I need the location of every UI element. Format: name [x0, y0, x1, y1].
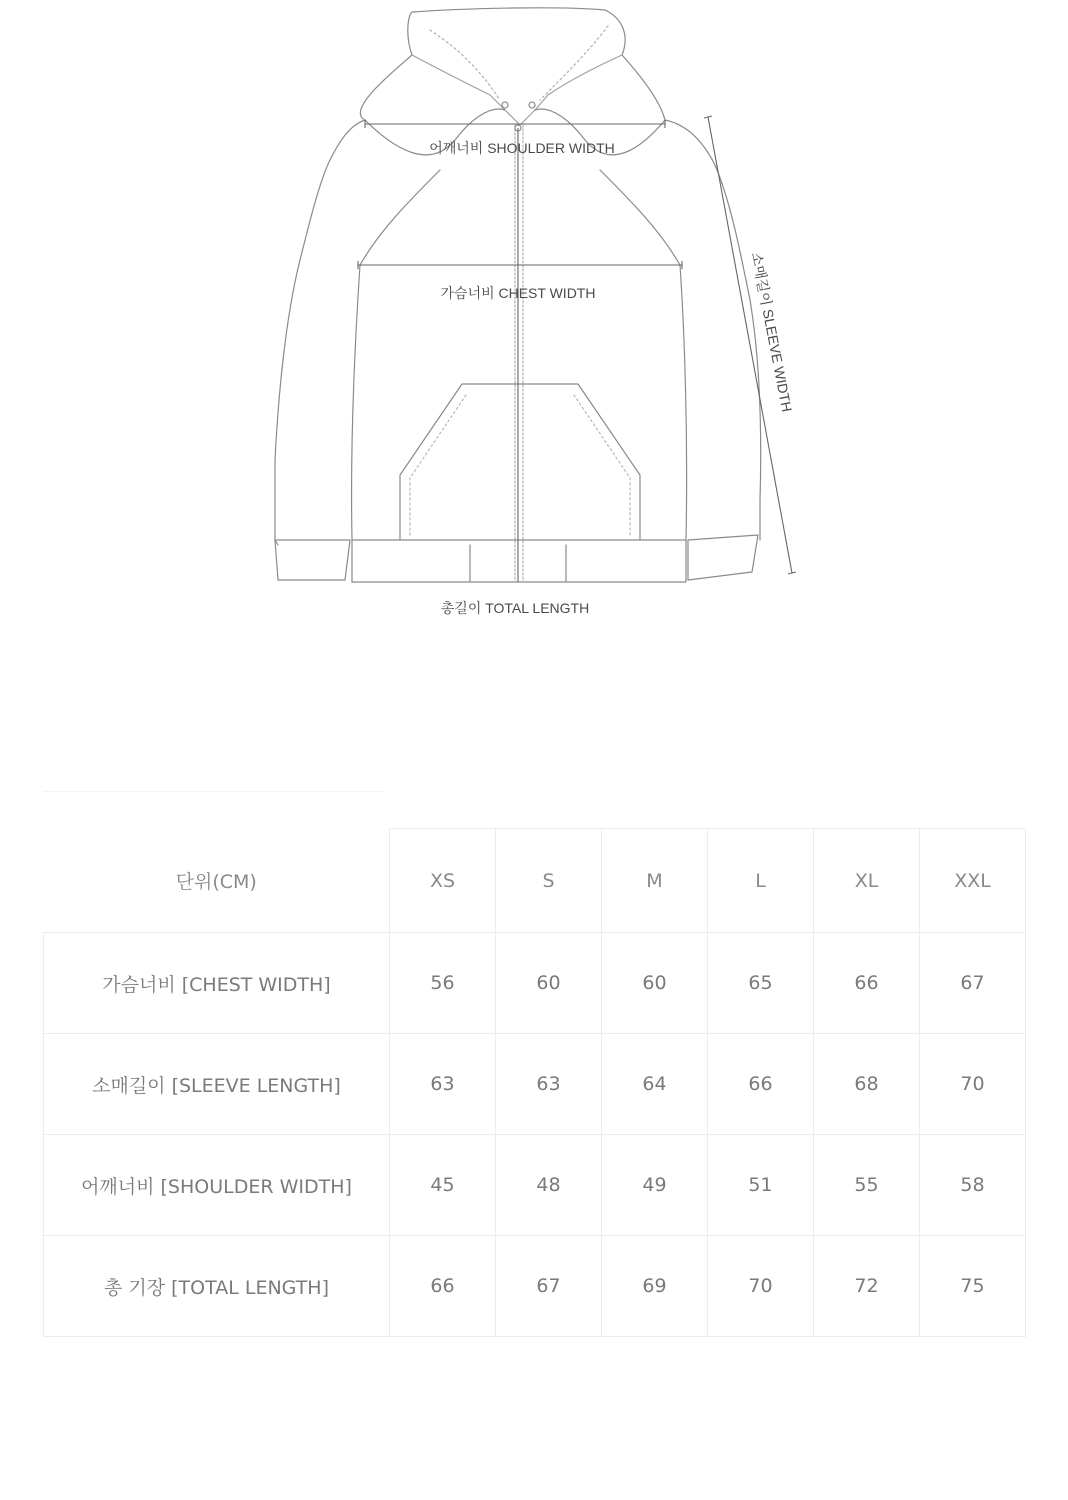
table-cell: 64	[602, 1034, 708, 1135]
row-label-chest: 가슴너비 [CHEST WIDTH]	[44, 933, 390, 1034]
size-header-xl: XL	[814, 829, 920, 933]
table-cell: 45	[390, 1135, 496, 1236]
total-length-label: 총길이 TOTAL LENGTH	[440, 600, 590, 616]
divider	[43, 791, 383, 792]
size-header-s: S	[496, 829, 602, 933]
size-header-l: L	[708, 829, 814, 933]
table-cell: 58	[920, 1135, 1026, 1236]
table-cell: 69	[602, 1236, 708, 1337]
hoodie-measurement-diagram	[0, 0, 1068, 640]
pocket-stitch	[410, 395, 630, 535]
hood-seam	[430, 26, 608, 100]
shoulder-width-label: 어깨너비 SHOULDER WIDTH	[429, 140, 615, 156]
table-cell: 72	[814, 1236, 920, 1337]
table-cell: 67	[496, 1236, 602, 1337]
table-cell: 55	[814, 1135, 920, 1236]
table-row	[44, 1135, 1026, 1236]
table-cell: 48	[496, 1135, 602, 1236]
table-cell: 63	[390, 1034, 496, 1135]
size-header-xs: XS	[390, 829, 496, 933]
body-side-right	[680, 265, 687, 540]
cuff-left	[275, 540, 350, 580]
size-header-row	[44, 829, 1026, 933]
raglan-seam-left	[360, 109, 505, 265]
hem-band	[352, 540, 686, 582]
kangaroo-pocket	[400, 384, 640, 540]
table-cell: 67	[920, 933, 1026, 1034]
size-header-m: M	[602, 829, 708, 933]
sleeve-length-label: 소매길이 SLEEVE WIDTH	[748, 250, 796, 414]
table-cell: 49	[602, 1135, 708, 1236]
cuff-right	[688, 535, 758, 580]
table-cell: 51	[708, 1135, 814, 1236]
hood-outline	[360, 8, 665, 120]
raglan-seam-right	[535, 109, 680, 265]
table-row	[44, 933, 1026, 1034]
table-cell: 56	[390, 933, 496, 1034]
row-label-sleeve: 소매길이 [SLEEVE LENGTH]	[44, 1034, 390, 1135]
row-label-shoulder: 어깨너비 [SHOULDER WIDTH]	[44, 1135, 390, 1236]
size-chart-table	[43, 828, 1026, 1337]
table-cell: 70	[920, 1034, 1026, 1135]
table-cell: 66	[390, 1236, 496, 1337]
table-cell: 68	[814, 1034, 920, 1135]
size-header-xxl: XXL	[920, 829, 1026, 933]
row-label-total-length: 총 기장 [TOTAL LENGTH]	[44, 1236, 390, 1337]
body-side-left	[352, 265, 360, 540]
table-cell: 75	[920, 1236, 1026, 1337]
body-outline-right	[665, 120, 761, 540]
table-row	[44, 1236, 1026, 1337]
table-row	[44, 1034, 1026, 1135]
table-cell: 60	[602, 933, 708, 1034]
table-cell: 63	[496, 1034, 602, 1135]
table-cell: 65	[708, 933, 814, 1034]
table-cell: 60	[496, 933, 602, 1034]
table-cell: 66	[708, 1034, 814, 1135]
unit-label: 단위(CM)	[44, 829, 390, 933]
table-cell: 70	[708, 1236, 814, 1337]
hood-inner	[412, 55, 622, 125]
zipper	[515, 125, 523, 582]
table-cell: 66	[814, 933, 920, 1034]
chest-width-label: 가슴너비 CHEST WIDTH	[440, 285, 596, 301]
